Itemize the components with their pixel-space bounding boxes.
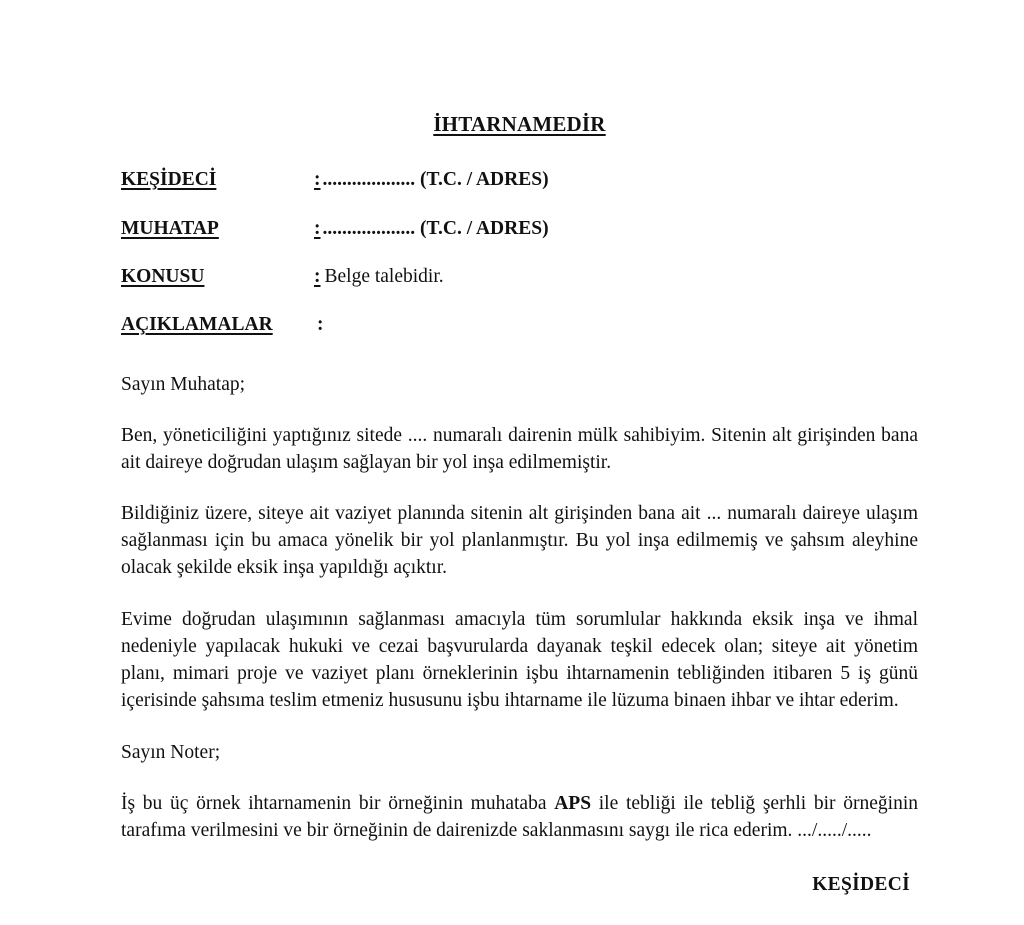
paragraph-1: Ben, yöneticiliğini yaptığınız sitede .... numaralı dairenin mülk sahibiyim. Sitenin alt girişinden bana ait daireye doğrudan ulaşım sağlayan bir yol inşa edilmemiştir. [121,424,918,473]
field-row-aciklamalar [121,313,918,337]
field-label-kesideci: KEŞİDECİ [121,169,217,191]
field-value-kesideci: ................... (T.C. / ADRES) [322,169,549,191]
paragraph-3: Evime doğrudan ulaşımının sağlanması amacıyla tüm sorumlular hakkında eksik inşa ve ihmal nedeniyle yapılacak hukuki ve cezai başvurularda dayanak teşkil edecek olan; siteye ait yönetim planı, mimari proje ve vaziyet planı örneklerinin işbu ihtarnamenin tebliğinden itibaren 5 iş günü içerisinde şahsıma teslim etmeniz hususunu işbu ihtarname ile lüzuma binaen ihbar ve ihtar ederim. [121,609,918,711]
paragraph-4-text-part1: İş bu üç örnek ihtarnamenin bir örneğinin muhataba [121,792,555,814]
greeting-muhatap: Sayın Muhatap; [121,373,246,395]
field-colon-konusu: : [314,265,321,287]
field-row-kesideci [121,168,918,192]
greeting-noter: Sayın Noter; [121,741,221,763]
page-title [121,112,918,137]
field-value-konusu: Belge talebidir. [324,265,444,287]
section-spacer [121,362,918,372]
field-colon-muhatap: : [314,217,321,239]
paragraph-2: Bildiğiniz üzere, siteye ait vaziyet planında sitenin alt girişinden bana ait ... numaralı daireye ulaşım sağlanması için bu amaca yönelik bir yol planlanmıştır. Bu yol inşa edilmemiş ve şahsım aleyhine olacak şekilde eksik inşa yapıldığı açıktır. [121,503,918,579]
field-label-aciklamalar: AÇIKLAMALAR [121,314,273,336]
paragraph-4-text-part2: ile tebliği ile tebliğ şerhli bir örneğinin tarafıma verilmesini ve bir örneğinin de dairenizde saklanmasını saygı ile rica ederim. [121,792,918,841]
field-label-konusu: KONUSU [121,265,205,287]
paragraph-4-aps-emphasis: APS [554,792,592,814]
document-body [121,112,918,896]
field-colon-kesideci: : [314,169,321,191]
paragraph-4-date-placeholder: .../...../..... [797,819,872,841]
field-row-konusu [121,265,918,289]
field-colon-aciklamalar: : [317,314,324,336]
paragraph-4 [121,791,918,845]
signature-block: KEŞİDECİ [812,874,910,896]
field-value-muhatap: ................... (T.C. / ADRES) [322,217,549,239]
page-title-text: İHTARNAMEDİR [433,112,606,136]
field-label-muhatap: MUHATAP [121,217,219,239]
field-row-muhatap [121,217,918,241]
